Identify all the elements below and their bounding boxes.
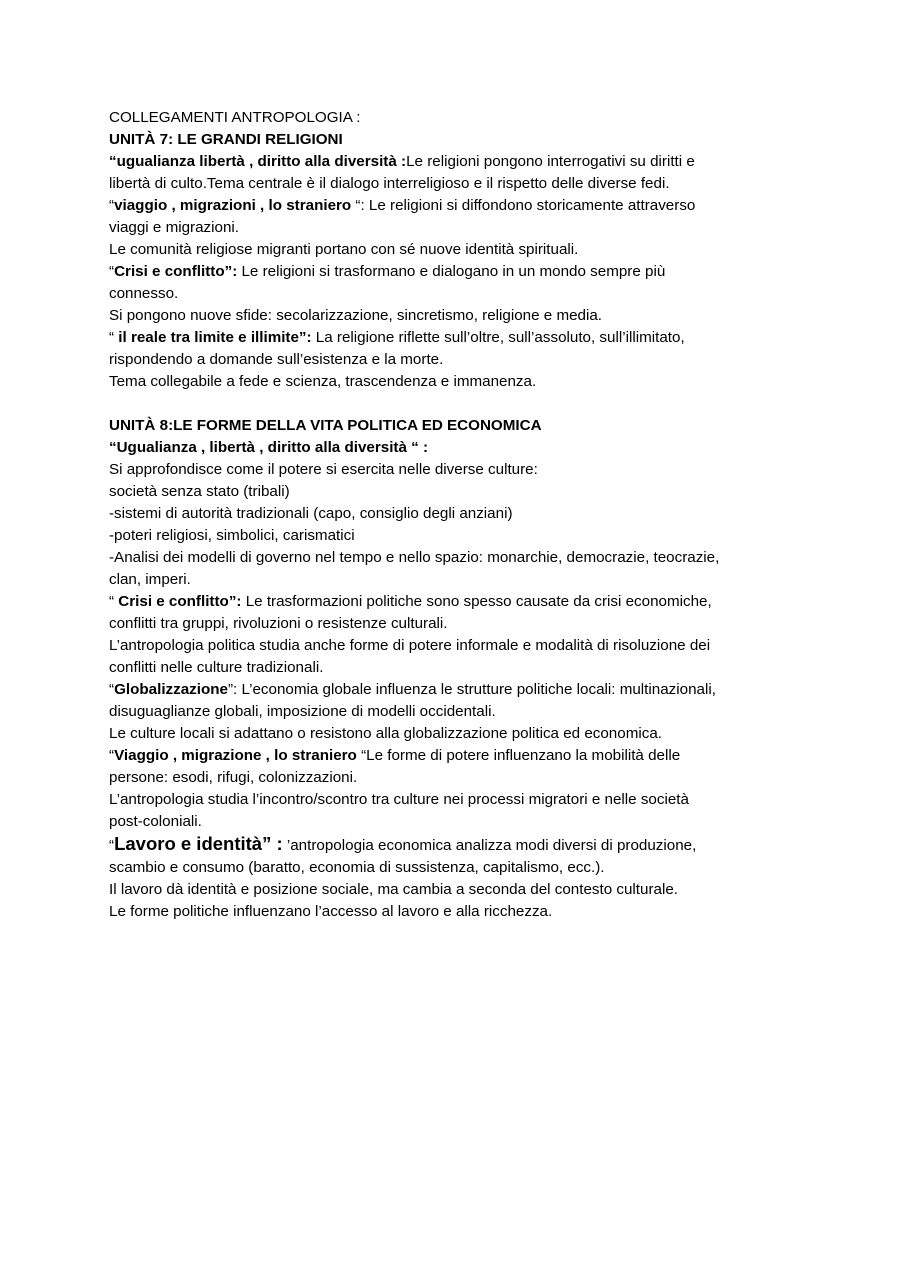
text-line — [109, 437, 799, 459]
body-text: Si approfondisce come il potere si esercita nelle diverse culture: — [109, 461, 538, 478]
text-line — [109, 789, 799, 811]
text-line — [109, 811, 799, 833]
quote-mark: “ — [109, 263, 115, 280]
body-text: Il lavoro dà identità e posizione sociale, ma cambia a seconda del contesto culturale. — [109, 881, 679, 898]
text-line — [109, 767, 799, 789]
body-text: disuguaglianze globali, imposizione di modelli occidentali. — [109, 703, 496, 720]
quote-mark: “ — [109, 197, 115, 214]
body-text: Le comunità religiose migranti portano con sé nuove identità spirituali. — [109, 241, 579, 258]
quote-mark: “ — [109, 593, 119, 610]
text-line — [109, 173, 799, 195]
text-line — [109, 305, 799, 327]
body-text: connesso. — [109, 285, 179, 302]
text-line — [109, 635, 799, 657]
unit7-title — [109, 129, 799, 151]
text-line — [109, 901, 799, 923]
document-body — [109, 107, 799, 923]
text-line — [109, 503, 799, 525]
text-line — [109, 525, 799, 547]
text-line — [109, 283, 799, 305]
text-line — [109, 195, 799, 217]
body-text: “Le forme di potere influenzano la mobilità delle — [356, 747, 681, 764]
body-text: ’antropologia economica analizza modi diversi di produzione, — [282, 837, 697, 854]
text-line — [109, 723, 799, 745]
text-line — [109, 459, 799, 481]
unit8-title — [109, 415, 799, 437]
body-text: viaggi e migrazioni. — [109, 219, 239, 236]
body-text: conflitti nelle culture tradizionali. — [109, 659, 324, 676]
body-text: ”: L’economia globale influenza le strutture politiche locali: multinazionali, — [227, 681, 716, 698]
body-text: libertà di culto.Tema centrale è il dialogo interreligioso e il rispetto delle diverse fedi. — [109, 175, 670, 192]
body-text: La religione riflette sull’oltre, sull’assoluto, sull’illimitato, — [311, 329, 685, 346]
bold-keyword: il reale tra limite e illimite”: — [118, 329, 312, 346]
bold-keyword: “ugualianza libertà , diritto alla diversità : — [109, 153, 407, 170]
body-text: rispondendo a domande sull’esistenza e la morte. — [109, 351, 444, 368]
body-text: post-coloniali. — [109, 813, 202, 830]
document-header: COLLEGAMENTI ANTROPOLOGIA : — [109, 109, 361, 126]
text-line — [109, 657, 799, 679]
text-line — [109, 745, 799, 767]
text-line — [109, 591, 799, 613]
text-line — [109, 857, 799, 879]
body-text: Si pongono nuove sfide: secolarizzazione, sincretismo, religione e media. — [109, 307, 603, 324]
quote-mark: “ — [109, 681, 115, 698]
text-line — [109, 371, 799, 393]
bold-keyword: “Ugualianza , libertà , diritto alla diversità “ : — [109, 439, 429, 456]
body-text: L’antropologia studia l’incontro/scontro tra culture nei processi migratori e nelle società — [109, 791, 689, 808]
body-text: -sistemi di autorità tradizionali (capo, consiglio degli anziani) — [109, 505, 513, 522]
bold-keyword: viaggio , migrazioni , lo straniero — [114, 197, 352, 214]
text-line — [109, 239, 799, 261]
quote-mark: “ — [109, 329, 119, 346]
quote-mark: “ — [109, 837, 115, 854]
body-text: Le trasformazioni politiche sono spesso causate da crisi economiche, — [241, 593, 712, 610]
body-text: clan, imperi. — [109, 571, 191, 588]
text-line — [109, 349, 799, 371]
section-spacer — [109, 393, 799, 415]
body-text: L’antropologia politica studia anche forme di potere informale e modalità di risoluzione dei — [109, 637, 711, 654]
quote-mark: “ — [109, 747, 115, 764]
body-text: -Analisi dei modelli di governo nel tempo e nello spazio: monarchie, democrazie, teocrazie, — [109, 549, 720, 566]
text-line — [109, 151, 799, 173]
unit8-title-text: UNITÀ 8:LE FORME DELLA VITA POLITICA ED ECONOMICA — [109, 417, 542, 434]
text-line — [109, 327, 799, 349]
bold-keyword: Crisi e conflitto”: — [114, 263, 238, 280]
text-line — [109, 701, 799, 723]
body-text: -poteri religiosi, simbolici, carismatici — [109, 527, 355, 544]
body-text: Le forme politiche influenzano l’accesso al lavoro e alla ricchezza. — [109, 903, 553, 920]
text-line — [109, 547, 799, 569]
body-text: persone: esodi, rifugi, colonizzazioni. — [109, 769, 358, 786]
unit7-title-text: UNITÀ 7: LE GRANDI RELIGIONI — [109, 131, 343, 148]
text-line — [109, 613, 799, 635]
bold-keyword: Viaggio , migrazione , lo straniero — [114, 747, 357, 764]
unit8-section — [109, 437, 799, 923]
text-line — [109, 261, 799, 283]
body-text: Le religioni pongono interrogativi su diritti e — [406, 153, 695, 170]
unit7-section — [109, 151, 799, 393]
text-line — [109, 679, 799, 701]
body-text: società senza stato (tribali) — [109, 483, 290, 500]
body-text: scambio e consumo (baratto, economia di sussistenza, capitalismo, ecc.). — [109, 859, 605, 876]
body-text: Le culture locali si adattano o resistono alla globalizzazione politica ed economica. — [109, 725, 662, 742]
text-line — [109, 569, 799, 591]
large-bold-keyword: Lavoro e identità” : — [114, 833, 283, 854]
body-text: conflitti tra gruppi, rivoluzioni o resistenze culturali. — [109, 615, 448, 632]
text-line — [109, 481, 799, 503]
text-line — [109, 217, 799, 239]
bold-keyword: Crisi e conflitto”: — [118, 593, 242, 610]
text-line — [109, 879, 799, 901]
body-text: Le religioni si trasformano e dialogano in un mondo sempre più — [237, 263, 666, 280]
bold-keyword: Globalizzazione — [114, 681, 228, 698]
text-line — [109, 833, 799, 857]
body-text: Tema collegabile a fede e scienza, trascendenza e immanenza. — [109, 373, 537, 390]
body-text: “: Le religioni si diffondono storicamente attraverso — [351, 197, 696, 214]
